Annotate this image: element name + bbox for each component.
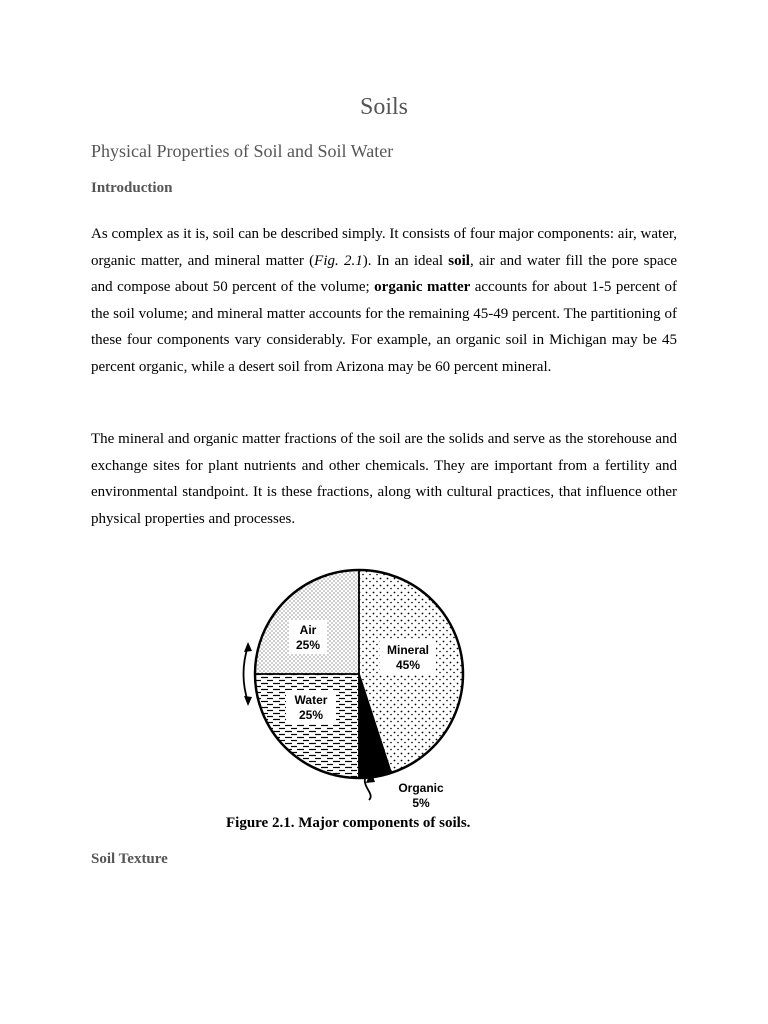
organic-label: Organic <box>398 781 444 795</box>
figure-reference: Fig. 2.1 <box>314 252 363 269</box>
air-label: Air <box>299 623 317 637</box>
soil-texture-heading: Soil Texture <box>91 851 168 867</box>
soil-components-pie-chart <box>225 556 485 812</box>
water-label: Water <box>294 693 328 707</box>
page-title: Soils <box>359 94 409 120</box>
soil-components-figure <box>225 556 485 812</box>
intro-paragraph-2: The mineral and organic matter fractions of the soil are the solids and serve as the storehouse and exchange sites for plant nutrients and other chemicals. They are important from a fertility and environmental standpoint. It is these fractions, along with cultural practices, that influence other physical properties and processes. <box>91 431 677 527</box>
introduction-heading: Introduction <box>91 180 173 196</box>
para1-text-3: , air and water fill the pore space and compose about 50 percent of the volume; <box>91 252 677 296</box>
mineral-value: 45% <box>395 658 421 672</box>
air-water-arrow <box>244 642 253 706</box>
pie-slice-water <box>255 674 359 778</box>
term-organic-matter: organic matter <box>374 279 471 296</box>
figure-caption: Figure 2.1. Major components of soils. <box>226 815 471 831</box>
water-value: 25% <box>298 708 324 722</box>
air-value: 25% <box>295 638 321 652</box>
para1-text-4: accounts for about 1-5 percent of the soil volume; and mineral matter accounts for the remaining 45-49 percent. The partitioning of these four components vary considerably. For example, an organic soil in Michigan may be 45 percent organic, while a desert soil from Arizona may be 60 percent mineral. <box>91 279 677 375</box>
intro-paragraph-1 <box>91 221 677 381</box>
term-soil: soil <box>448 252 470 269</box>
organic-value: 5% <box>412 796 430 810</box>
para1-text-1: As complex as it is, soil can be described simply. It consists of four major components: air, water, organic matter, and mineral matter ( <box>91 226 677 269</box>
section-subtitle: Physical Properties of Soil and Soil Water <box>91 141 394 161</box>
mineral-label: Mineral <box>386 643 430 657</box>
para1-text-2: ). In an ideal <box>362 252 449 269</box>
